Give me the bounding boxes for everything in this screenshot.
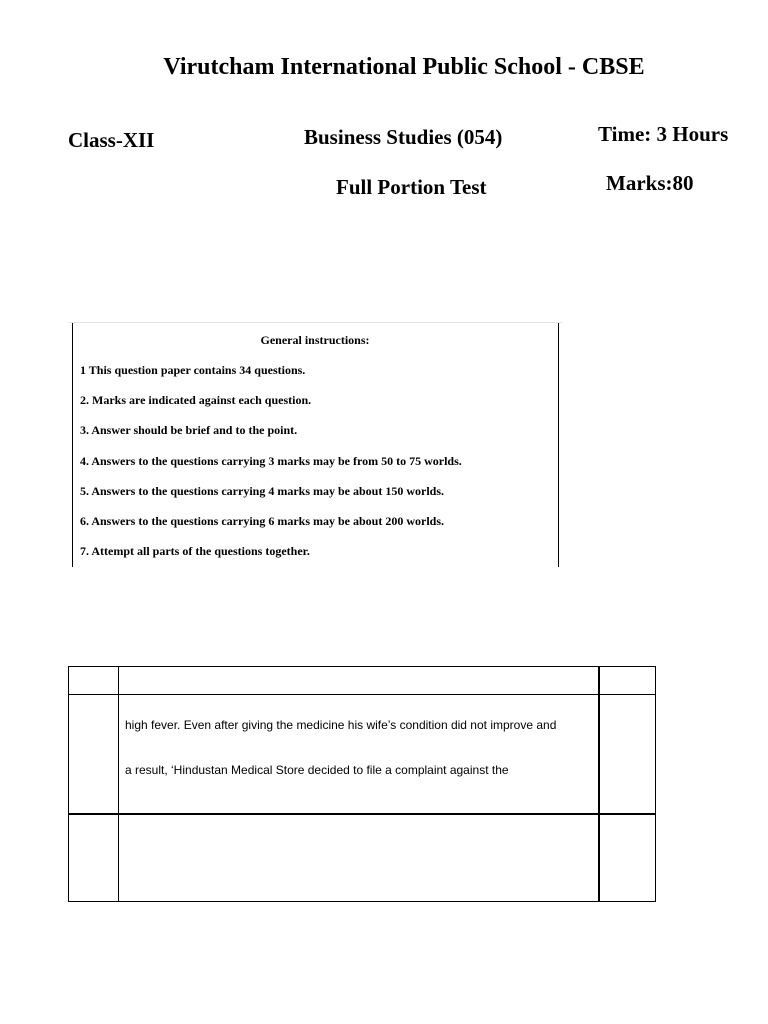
general-instructions-box — [68, 322, 562, 567]
instruction-item: 7. Attempt all parts of the questions together. — [80, 544, 310, 558]
table-row-divider — [68, 813, 656, 815]
instruction-item: 5. Answers to the questions carrying 4 marks may be about 150 worlds. — [80, 484, 445, 498]
table-border-right — [655, 666, 656, 902]
instruction-item: 4. Answers to the questions carrying 3 marks may be from 50 to 75 worlds. — [80, 454, 462, 468]
school-title: Virutcham International Public School - CBSE — [163, 54, 645, 80]
table-border-bottom — [68, 901, 656, 902]
instructions-left-border — [72, 323, 73, 567]
class-label: Class-XII — [68, 128, 155, 152]
instructions-right-border — [558, 323, 559, 567]
question-text-line: high fever. Even after giving the medicine his wife’s condition did not improve and — [125, 718, 557, 732]
table-column-divider — [598, 666, 600, 902]
instruction-item: 1 This question paper contains 34 questions. — [80, 363, 306, 377]
table-column-divider — [118, 666, 119, 902]
table-row-divider — [68, 694, 656, 695]
instruction-item: 2. Marks are indicated against each question. — [80, 393, 312, 407]
question-text-line: a result, ‘Hindustan Medical Store decided to file a complaint against the — [125, 763, 509, 777]
subject-title: Business Studies (054) — [304, 125, 503, 149]
instructions-heading: General instructions: — [260, 333, 370, 347]
marks-label: Marks:80 — [606, 171, 694, 195]
test-name: Full Portion Test — [336, 175, 487, 199]
instruction-item: 3. Answer should be brief and to the point. — [80, 423, 298, 437]
instruction-item: 6. Answers to the questions carrying 6 marks may be about 200 worlds. — [80, 514, 445, 528]
question-table — [68, 666, 656, 902]
time-label: Time: 3 Hours — [598, 122, 729, 146]
table-border-left — [68, 666, 69, 902]
table-border-top — [68, 666, 656, 667]
